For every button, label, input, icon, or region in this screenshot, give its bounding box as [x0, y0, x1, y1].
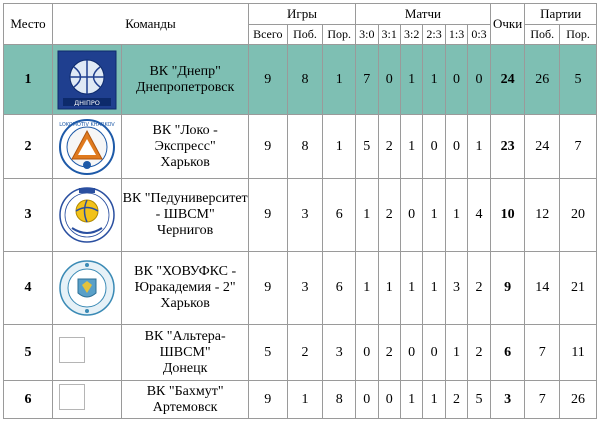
match-2-3: 1	[423, 45, 445, 115]
team-cell	[122, 325, 249, 381]
match-1-3: 1	[445, 179, 467, 252]
placeholder-logo-icon	[59, 337, 85, 363]
team-name: ВК "Бахмут"	[146, 383, 224, 399]
header-match-3-1: 3:1	[378, 25, 400, 45]
team-cell	[122, 45, 249, 115]
games-total: 5	[248, 325, 287, 381]
sets-won: 7	[525, 325, 560, 381]
header-match-0-3: 0:3	[468, 25, 490, 45]
games-total: 9	[248, 45, 287, 115]
row-place: 2	[4, 115, 53, 179]
header-place: Место	[4, 4, 53, 45]
header-games-wins: Поб.	[287, 25, 323, 45]
match-3-1: 2	[378, 179, 400, 252]
games-losses: 3	[323, 325, 356, 381]
match-3-2: 1	[400, 381, 422, 419]
match-3-1: 2	[378, 325, 400, 381]
match-3-0: 0	[356, 325, 378, 381]
points: 24	[490, 45, 525, 115]
match-1-3: 2	[445, 381, 467, 419]
sets-lost: 5	[560, 45, 597, 115]
team-name: ВК "ХОВУФКС - Юракадемия - 2"	[134, 264, 237, 295]
team-logo-cell	[52, 381, 121, 419]
team-logo-cell	[52, 252, 121, 325]
team-name: ВК "Локо - Экспресс"	[152, 122, 218, 154]
lokomotiv-logo-icon	[58, 117, 116, 177]
header-match-1-3: 1:3	[445, 25, 467, 45]
match-2-3: 1	[423, 179, 445, 252]
match-1-3: 0	[445, 115, 467, 179]
header-match-3-0: 3:0	[356, 25, 378, 45]
games-wins: 3	[287, 252, 323, 325]
team-name: ВК "Педуниверситет - ШВСМ"	[122, 191, 248, 222]
points: 3	[490, 381, 525, 419]
points: 10	[490, 179, 525, 252]
sets-lost: 26	[560, 381, 597, 419]
match-2-3: 0	[423, 325, 445, 381]
match-1-3: 1	[445, 325, 467, 381]
placeholder-logo-icon	[59, 384, 85, 410]
match-3-0: 1	[356, 252, 378, 325]
match-3-0: 7	[356, 45, 378, 115]
match-2-3: 1	[423, 252, 445, 325]
team-cell	[122, 252, 249, 325]
match-3-2: 0	[400, 325, 422, 381]
match-0-3: 0	[468, 45, 490, 115]
games-losses: 6	[323, 252, 356, 325]
match-3-2: 0	[400, 179, 422, 252]
team-cell	[122, 115, 249, 179]
header-points: Очки	[490, 4, 525, 45]
team-city: Днепропетровск	[135, 79, 235, 95]
sets-lost: 20	[560, 179, 597, 252]
match-3-0: 0	[356, 381, 378, 419]
lokomotiv-logo-text: LOKOMOTIV KHARKOV	[59, 121, 115, 128]
games-total: 9	[248, 252, 287, 325]
row-place: 1	[4, 45, 53, 115]
table-row	[4, 252, 597, 325]
games-wins: 8	[287, 115, 323, 179]
table-row	[4, 45, 597, 115]
team-name: ВК "Днепр"	[149, 63, 221, 79]
team-cell	[122, 179, 249, 252]
standings-table	[3, 3, 597, 419]
match-0-3: 4	[468, 179, 490, 252]
match-1-3: 0	[445, 45, 467, 115]
team-city: Харьков	[160, 154, 210, 170]
row-place: 4	[4, 252, 53, 325]
header-sets-lost: Пор.	[560, 25, 597, 45]
table-row	[4, 115, 597, 179]
sets-lost: 21	[560, 252, 597, 325]
sets-won: 14	[525, 252, 560, 325]
match-0-3: 5	[468, 381, 490, 419]
games-losses: 1	[323, 115, 356, 179]
games-total: 9	[248, 115, 287, 179]
header-match-2-3: 2:3	[423, 25, 445, 45]
sets-won: 26	[525, 45, 560, 115]
match-3-0: 1	[356, 179, 378, 252]
match-0-3: 1	[468, 115, 490, 179]
games-wins: 1	[287, 381, 323, 419]
header-match-3-2: 3:2	[400, 25, 422, 45]
match-3-2: 1	[400, 252, 422, 325]
games-total: 9	[248, 381, 287, 419]
games-wins: 8	[287, 45, 323, 115]
sets-won: 12	[525, 179, 560, 252]
header-games-losses: Пор.	[323, 25, 356, 45]
table-row	[4, 381, 597, 419]
team-logo-cell	[52, 325, 121, 381]
match-3-1: 2	[378, 115, 400, 179]
header-games-total: Всего	[248, 25, 287, 45]
games-wins: 2	[287, 325, 323, 381]
sets-lost: 7	[560, 115, 597, 179]
team-city: Артемовск	[152, 399, 218, 415]
hovufks-logo-icon	[58, 257, 116, 319]
row-place: 3	[4, 179, 53, 252]
team-logo-cell	[52, 179, 121, 252]
team-city: Донецк	[162, 360, 208, 376]
sets-won: 7	[525, 381, 560, 419]
row-place: 5	[4, 325, 53, 381]
points: 9	[490, 252, 525, 325]
games-total: 9	[248, 179, 287, 252]
header-teams: Команды	[52, 4, 248, 45]
games-losses: 1	[323, 45, 356, 115]
match-1-3: 3	[445, 252, 467, 325]
match-0-3: 2	[468, 325, 490, 381]
dnepr-logo-text: ДНІПРО	[74, 98, 101, 107]
match-2-3: 1	[423, 381, 445, 419]
table-row	[4, 179, 597, 252]
match-3-2: 1	[400, 45, 422, 115]
points: 6	[490, 325, 525, 381]
team-cell	[122, 381, 249, 419]
match-3-1: 0	[378, 45, 400, 115]
header-sets-won: Поб.	[525, 25, 560, 45]
match-3-1: 1	[378, 252, 400, 325]
match-3-2: 1	[400, 115, 422, 179]
team-name: ВК "Альтера-ШВСМ"	[144, 328, 226, 360]
team-city: Чернигов	[156, 223, 214, 238]
row-place: 6	[4, 381, 53, 419]
dnepr-logo-icon	[57, 50, 117, 110]
points: 23	[490, 115, 525, 179]
games-wins: 3	[287, 179, 323, 252]
team-city: Харьков	[160, 296, 210, 311]
team-logo-cell	[52, 45, 121, 115]
header-sets: Партии	[525, 4, 597, 25]
sets-won: 24	[525, 115, 560, 179]
games-losses: 8	[323, 381, 356, 419]
chernigov-logo-icon	[58, 184, 116, 246]
match-3-1: 0	[378, 381, 400, 419]
match-3-0: 5	[356, 115, 378, 179]
sets-lost: 11	[560, 325, 597, 381]
match-0-3: 2	[468, 252, 490, 325]
header-matches: Матчи	[356, 4, 491, 25]
table-row	[4, 325, 597, 381]
header-games: Игры	[248, 4, 355, 25]
team-logo-cell	[52, 115, 121, 179]
games-losses: 6	[323, 179, 356, 252]
match-2-3: 0	[423, 115, 445, 179]
